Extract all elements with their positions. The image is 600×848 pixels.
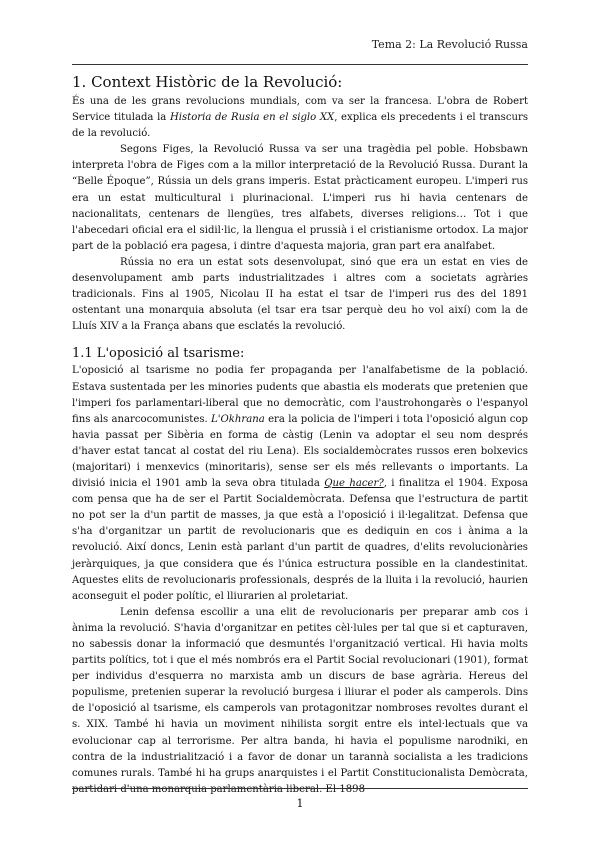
paragraph-text: És una de les grans revolucions mundials, com va ser la francesa. L'obra de Robert Service titulada la [72, 96, 528, 124]
page-body [72, 70, 528, 798]
subsection-heading: 1.1 L'oposició al tsarisme: [72, 346, 245, 362]
paragraph-text: era la policia de l'imperi i tota l'oposició algun cop havia passat per Sibèria en forma de càstig (Lenin va adoptar el seu nom després d'haver estat tancat al costat del riu Lena). Els socialdemòcrates russos eren bolxevics (majoritari) i menxevics (minoritaris), sense ser els més rellevants o importants. La divisió inicia el 1901 amb la seva obra titulada [72, 413, 528, 490]
paragraph: Rússia no era un estat sots desenvolupat, sinó que era un estat en vies de desenvolupament amb parts industrialitzades i altres com a societats agràries tradicionals. Fins al 1905, Nicolau II ha estat el tsar de l'imperi rus des del 1891 ostentant una monarquia absoluta (el tsar era tsar perquè deu ho vol així) com la de Lluís XIV a la França abans que esclatés la revolució. [72, 256, 528, 333]
paragraph-text: L'oposició al tsarisme no podia fer propaganda per l'analfabetisme de la població. Estava sustentada per les minories pudents que abastia els moderats que pretenien que l'imperi fos parlamentari-liberal que no democràtic, com l'austrohongarès o l'espanyol fins als anarcocomunistes. [72, 365, 528, 425]
paragraph: Segons Figes, la Revolució Russa va ser una tragèdia pel poble. Hobsbawn interpreta l'obra de Figes com a la millor interpretació de la Revolució Russa. Durant la “Belle Époque”, Rússia un dels grans imperis. Estat pràcticament europeu. L'imperi rus era un estat multicultural i plurinacional. L'imperi rus hi havia centenars de nacionalitats, centenars de llengües, tres alfabets, diverses religions… Tot i que l'abecedari oficial era el sidil·lic, la llengua el prussià i el cristianisme ortodox. La major part de la població era pagesa, i dintre d'aquesta majoria, gran part era analfabet. [72, 144, 528, 252]
paragraph-text: , i finalitza el 1904. Exposa com pensa que ha de ser el Partit Socialdemòcrata. Defensa que l'estructura de partit no pot ser la d'un partit de masses, ja que està a l'oposició i il·legalitzat. Defensa que s'ha d'organitzar un partit de revolucionaris que es dediquin en cos i ànima a la revolució. Així doncs, Lenin està parlant d'un partit de quadres, d'elits revolucionàries jeràrquiques, ja que considera que és l'única estructura possible en la clandestinitat. Aquestes elits de revolucionaris professionals, després de la lluita i la revolució, haurien aconseguit el poder polític, el lliurarien al proletariat. [72, 478, 528, 602]
header-rule [72, 64, 528, 65]
paragraph-text: , explica els precedents i el transcurs de la revolució. [72, 112, 528, 140]
paragraph [72, 94, 528, 142]
footer-rule [72, 788, 528, 789]
italic-term: L'Okhrana [211, 413, 265, 425]
paragraph: Lenin defensa escollir a una elit de revolucionaris per preparar amb cos i ànima la revolució. S'havia d'organitzar en petites cèl·lules per tal que si et capturaven, no sabessis donar la informació que desmuntés l'organització vertical. Hi havia molts partits polítics, tot i que el més nombrós era el Partit Social revolucionari (1901), format per individus d'esquerra no marxista amb un discurs de base agrària. Hereus del populisme, pretenien superar la revolució burgesa i lliurar el poder als camperols. Dins de l'oposició al tsarisme, els camperols van protagonitzar nombroses revoltes durant el s. XIX. També hi havia un moviment nihilista sorgit entre els intel·lectuals que va evolucionar cap al terrorisme. Per altra banda, hi havia el populisme narodniki, en contra de la industrialització i a favor de donar un tarannà socialista a les tradicions comunes rurals. També hi ha grups anarquistes i el Partit Constitucionalista Demòcrata, partidari d'una monarquia parlamentària liberal. El 1898 [72, 606, 528, 795]
page-number: 1 [296, 797, 304, 810]
running-header: Tema 2: La Revolució Russa [371, 38, 528, 51]
book-title: Historia de Rusia en el siglo XX [169, 112, 335, 124]
book-title: Que hacer? [324, 478, 384, 490]
section-heading: 1. Context Històric de la Revolució: [72, 73, 343, 91]
paragraph [72, 363, 528, 604]
